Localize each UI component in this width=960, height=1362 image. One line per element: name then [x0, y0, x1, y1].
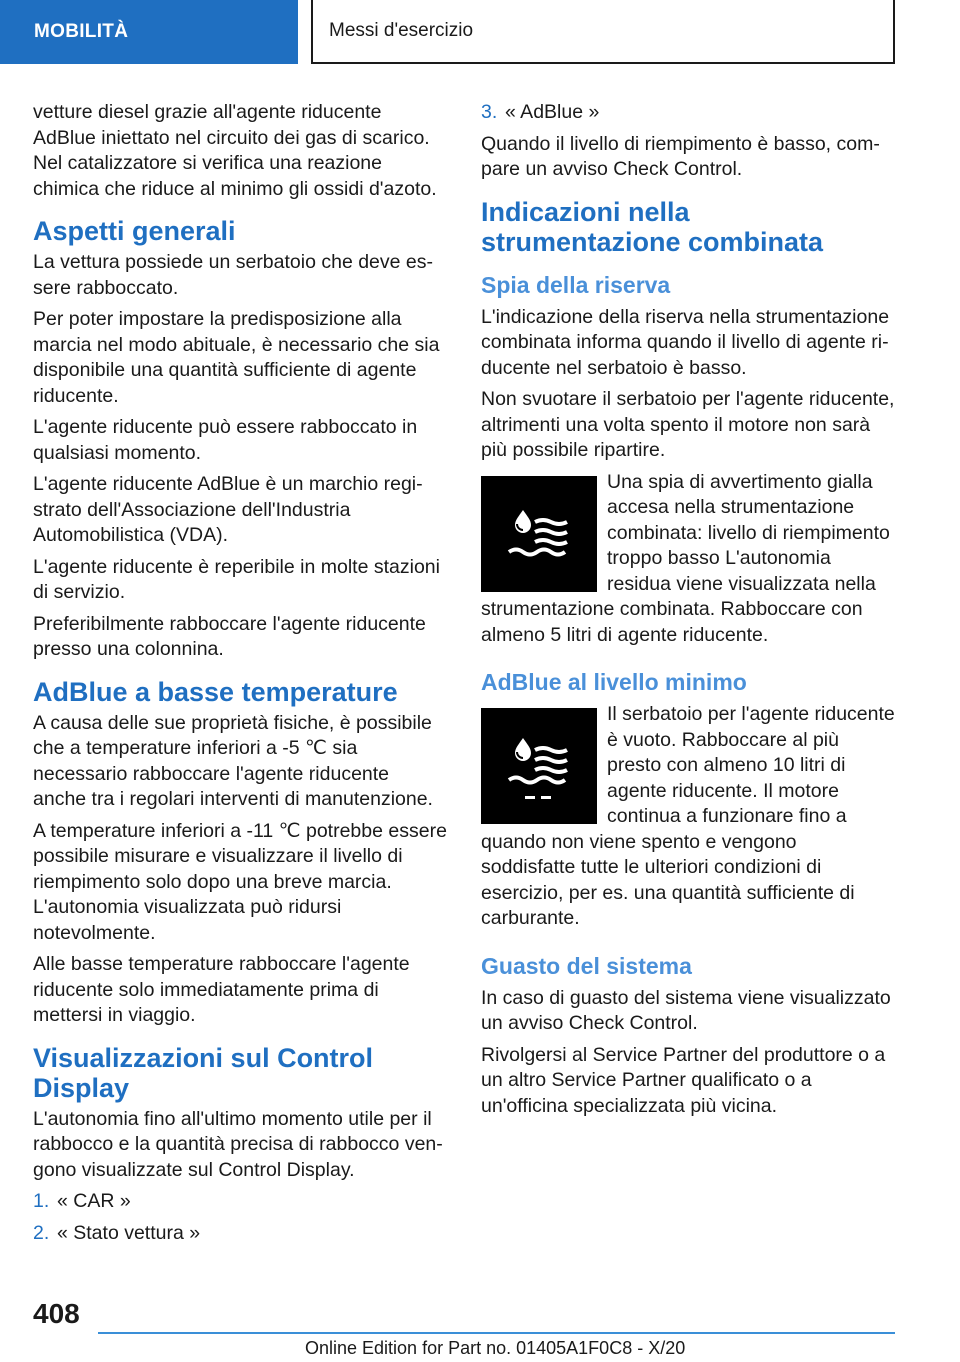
- reserve-warning-block: [481, 470, 895, 655]
- paragraph: L'indicazione della riserva nella strumentazione combinata informa quando il livello di agente riducente nel serbatoio è basso.: [481, 305, 890, 379]
- right-column: [481, 100, 895, 1125]
- list-text: « CAR »: [57, 1190, 131, 1212]
- heading-reserve: Spia della riserva: [481, 271, 671, 298]
- list-item: [481, 100, 895, 126]
- heading-general: Aspetti generali: [33, 216, 236, 246]
- list-number: 1.: [33, 1190, 50, 1212]
- heading-low-temperature: AdBlue a basse temperature: [33, 676, 398, 707]
- paragraph: L'autonomia fino all'ultimo momento utile per il rabbocco e la quantità precisa di rabbocco vengono visualizzate sul Control Display.: [33, 1107, 443, 1181]
- adblue-empty-warning-icon: [481, 708, 597, 824]
- minimum-warning-block: [481, 702, 895, 938]
- paragraph: A causa delle sue proprietà fisiche, è possibile che a temperature inferiori a -5 ℃ sia necessario rabboccare l'agente riducente anche tra i regolari interventi di manutenzione.: [33, 711, 433, 810]
- footer-edition: Online Edition for Part no. 01405A1F0C8 - X/20: [305, 1338, 686, 1358]
- paragraph: L'agente riducente AdBlue è un marchio registrato dell'Associazione dell'Industria Automobilistica (VDA).: [33, 473, 423, 546]
- list-item: [33, 1189, 447, 1215]
- left-column: [33, 100, 447, 1252]
- paragraph: A temperature inferiori a -11 ℃ potrebbe essere possibile misurare e visualizzare il livello di riempimento solo dopo una breve marcia. L'autonomia visualizzata può ridursi notevolmente.: [33, 819, 447, 944]
- list-number: 2.: [33, 1221, 50, 1244]
- list-item: [33, 1221, 447, 1247]
- chapter-title: MOBILITÀ: [34, 21, 129, 42]
- heading-system-failure: Guasto del sistema: [481, 952, 692, 979]
- footer-divider: [98, 1332, 895, 1334]
- section-header: [311, 0, 895, 64]
- paragraph: L'agente riducente è reperibile in molte stazioni di servizio.: [33, 555, 440, 603]
- list-text: « AdBlue »: [505, 101, 600, 123]
- paragraph: In caso di guasto del sistema viene visualizzato un avviso Check Control.: [481, 986, 891, 1034]
- page-number: 408: [33, 1298, 80, 1329]
- adblue-warning-icon: [481, 476, 597, 592]
- intro-paragraph: vetture diesel grazie all'agente riducente AdBlue iniettato nel circuito dei gas di scarico. Nel catalizzatore si verifica una reazione chimica che riduce al minimo gli ossidi d'azoto.: [33, 101, 437, 200]
- heading-control-display: Visualizzazioni sul Control Display: [33, 1042, 374, 1103]
- heading-minimum: AdBlue al livello minimo: [481, 669, 747, 695]
- paragraph: Per poter impostare la predisposizione alla marcia nel modo abituale, è necessario che sia disponibile una quantità sufficiente di agente riducente.: [33, 308, 440, 407]
- chapter-tab: [0, 0, 298, 64]
- section-title: Messi d'esercizio: [329, 20, 474, 41]
- list-number: 3.: [481, 101, 498, 123]
- paragraph: Rivolgersi al Service Partner del produttore o a un altro Service Partner qualificato o a un'officina specializzata più vicina.: [481, 1043, 886, 1117]
- paragraph: Non svuotare il serbatoio per l'agente riducente, altrimenti una volta spento il motore non sarà più possibile ripartire.: [481, 388, 895, 461]
- paragraph: Una spia di avvertimento gialla accesa nella strumentazione combinata: livello di riempimento troppo basso L'autonomia residua viene visualizzata nella strumentazione combinata. Rabboccare con almeno 5 litri di agente riducente.: [481, 470, 890, 646]
- paragraph: L'agente riducente può essere rabboccato in qualsiasi momento.: [33, 416, 418, 464]
- list-text: « Stato vettura »: [57, 1221, 201, 1244]
- paragraph: Il serbatoio per l'agente riducente è vuoto. Rabboccare al più presto con almeno 10 litri di agente riducente. Il motore continua a funzionare fino a quando non viene spento e vengono soddisfatte tutte le ulteriori condizioni di esercizio, per es. una quantità sufficiente di carburante.: [481, 703, 895, 929]
- heading-cluster: Indicazioni nella strumentazione combinata: [481, 196, 824, 257]
- paragraph: Preferibilmente rabboccare l'agente riducente presso una colonnina.: [33, 612, 426, 660]
- paragraph: Quando il livello di riempimento è basso, compare un avviso Check Control.: [481, 132, 880, 180]
- paragraph: Alle basse temperature rabboccare l'agente riducente solo immediatamente prima di mettersi in viaggio.: [33, 953, 410, 1026]
- paragraph: La vettura possiede un serbatoio che deve essere rabboccato.: [33, 251, 434, 299]
